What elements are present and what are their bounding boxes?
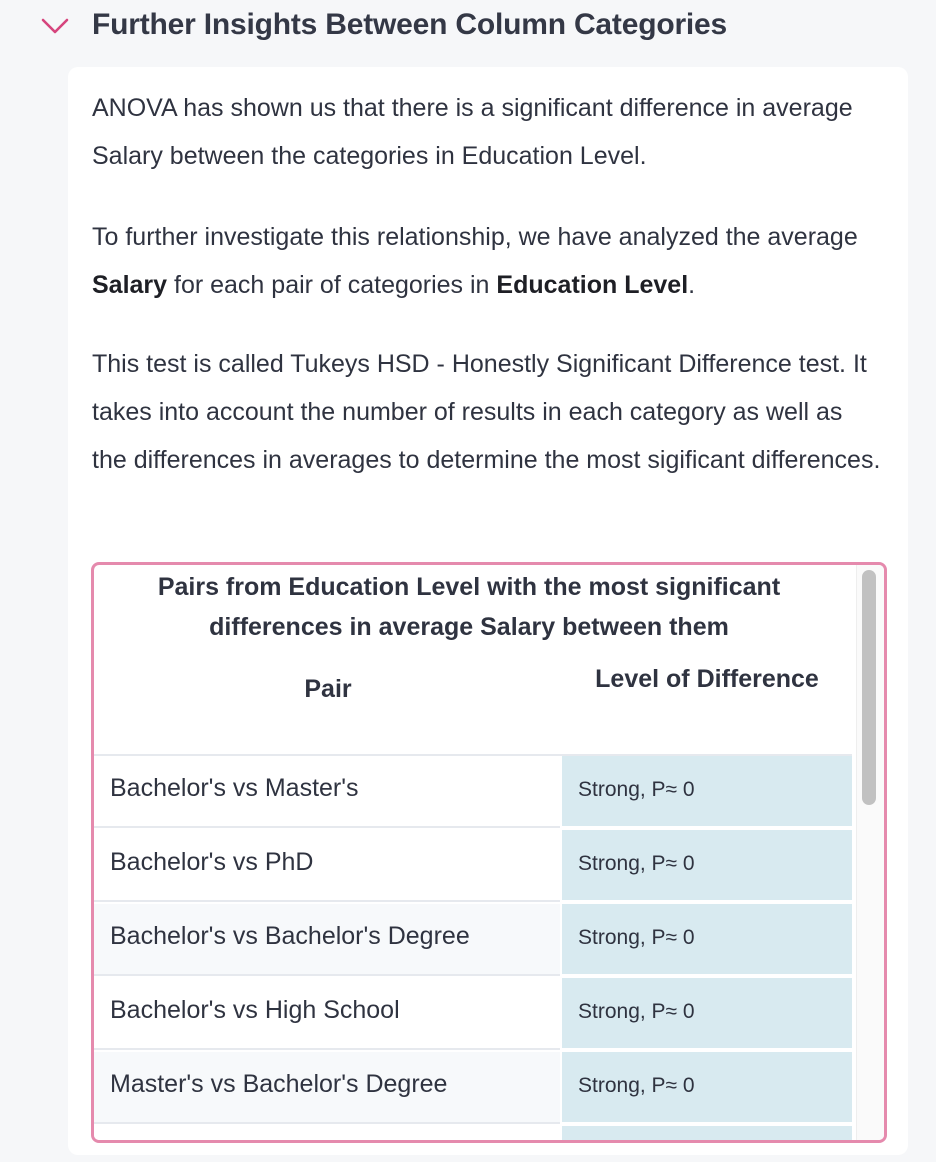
level-text: Strong, P≈ 0: [578, 1000, 695, 1023]
pair-cell: [94, 1052, 560, 1124]
pair-cell: [94, 830, 560, 902]
education-level-emphasis: Education Level: [496, 271, 689, 299]
significance-table[interactable]: [91, 562, 887, 1143]
chevron-down-icon[interactable]: [40, 14, 70, 38]
pair-cell: [94, 904, 560, 976]
table-row: [94, 756, 852, 828]
level-text: Strong, P≈ 0: [578, 852, 695, 875]
investigation-text-part3: .: [688, 271, 696, 299]
investigation-text: [92, 213, 882, 309]
pair-cell: [94, 756, 560, 828]
level-text: Strong, P≈ 0: [578, 1074, 695, 1097]
level-cell: [562, 1126, 852, 1140]
pair-cell: [94, 978, 560, 1050]
table-caption: Pairs from Education Level with the most significant differences in average Salary between them: [157, 573, 781, 641]
column-header-level: Level of Difference: [595, 665, 819, 693]
column-header-pair: Pair: [304, 675, 352, 703]
level-cell: [562, 904, 852, 976]
table-scroll-area[interactable]: [94, 565, 854, 1140]
table-row-partial: [94, 1126, 852, 1140]
table-scrollbar-thumb[interactable]: [862, 570, 876, 805]
level-cell: [562, 978, 852, 1050]
section-title: Further Insights Between Column Categories: [92, 8, 728, 41]
pair-text: Bachelor's vs Bachelor's Degree: [110, 922, 470, 950]
table-row: [94, 1052, 852, 1124]
pair-text: Bachelor's vs Master's: [110, 774, 359, 802]
table-row: [94, 978, 852, 1050]
investigation-text-part1: To further investigate this relationship, we have analyzed the average: [92, 223, 858, 251]
pair-text: Master's vs Bachelor's Degree: [110, 1070, 448, 1098]
level-cell: [562, 756, 852, 828]
table-row: [94, 830, 852, 902]
level-text: Strong, P≈ 0: [578, 778, 695, 801]
pair-text: Bachelor's vs PhD: [110, 848, 314, 876]
section-header[interactable]: [0, 0, 936, 58]
salary-emphasis: Salary: [92, 271, 168, 299]
level-text: Strong, P≈ 0: [578, 926, 695, 949]
pair-cell: [94, 1126, 560, 1140]
investigation-text-part2: for each pair of categories in: [167, 271, 497, 299]
tukey-description-text: This test is called Tukeys HSD - Honestly Significant Difference test. It takes into account the number of results in each category as well as the differences in averages to determine the most sigificant differences.: [92, 350, 881, 474]
level-cell: [562, 1052, 852, 1124]
anova-summary-text: ANOVA has shown us that there is a significant difference in average Salary between the categories in Education Level.: [92, 94, 853, 170]
insights-card: [68, 67, 908, 1155]
table-row: [94, 904, 852, 976]
pair-text: Bachelor's vs High School: [110, 996, 400, 1024]
level-cell: [562, 830, 852, 902]
